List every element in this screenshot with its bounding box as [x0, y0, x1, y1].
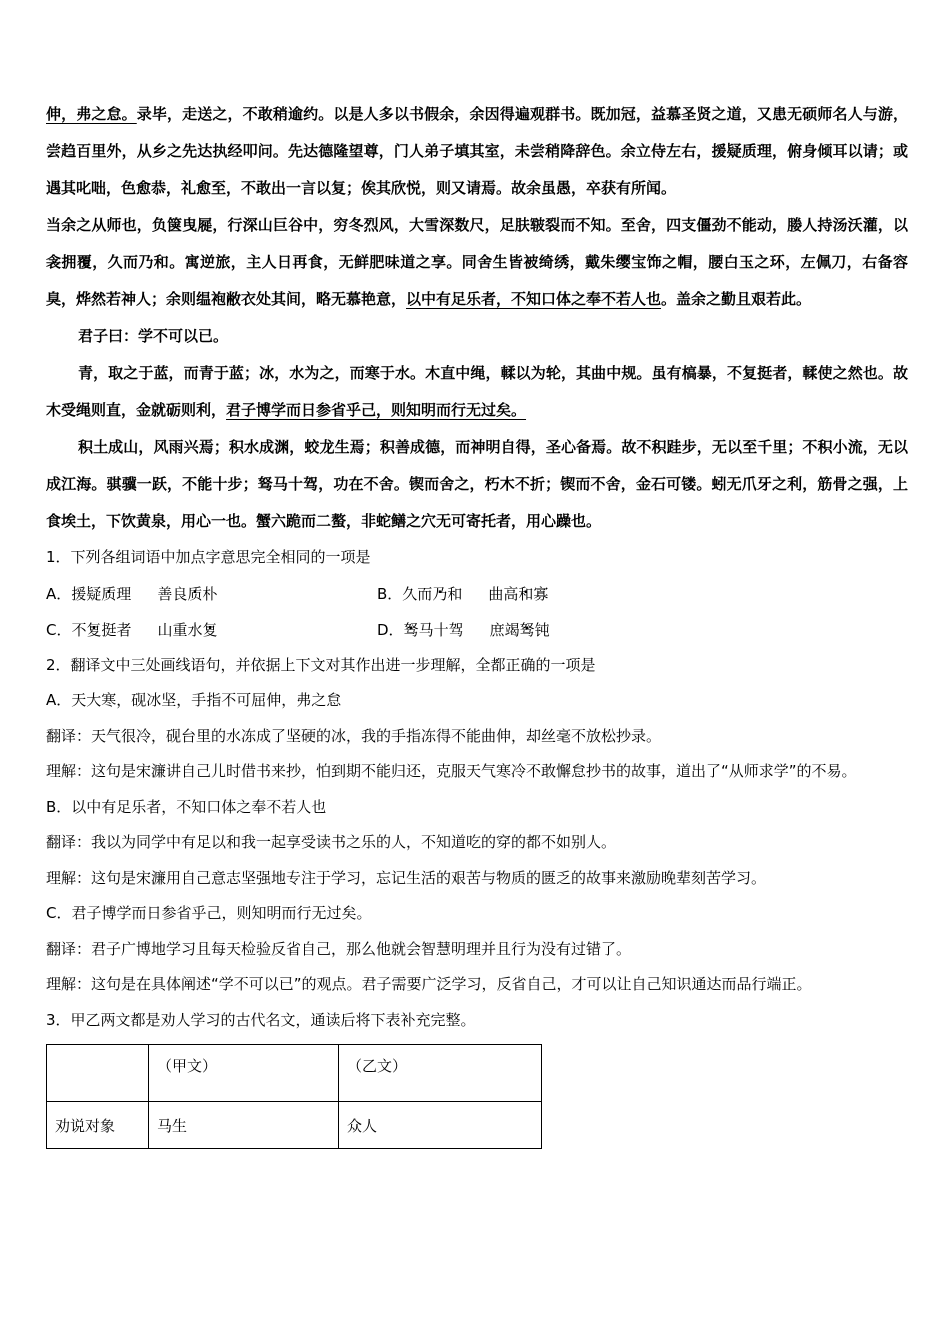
table-cell: 劝说对象 — [47, 1102, 149, 1149]
understanding-text: 理解：这句是宋濂用自己意志坚强地专注于学习，忘记生活的艰苦与物质的匮乏的故事来激励晚辈刻苦学习。 — [46, 868, 767, 887]
dotted-char: . 和 — [518, 585, 533, 603]
option-b[interactable]: B．以中有足乐者，不知口体之奉不若人也 — [46, 797, 327, 816]
option-a[interactable]: A．天大寒，砚冰坚，手指不可屈伸，弗之怠 — [46, 691, 342, 709]
document-page — [46, 96, 908, 1149]
table-cell: （乙文） — [339, 1045, 542, 1102]
underlined-sentence-1: 伸，弗之怠。 — [46, 105, 137, 123]
question-3-stem: 3．甲乙两文都是劝人学习的古代名文，通读后将下表补充完整。 — [46, 1010, 476, 1029]
passage-paragraph-2: 当余之从师也，负箧曳屣，行深山巨谷中，穷冬烈风，大雪深数尺，足肤皲裂而不知。至舍，四支僵劲不能动，媵人持汤沃灌，以衾拥覆，久而乃和。寓逆旅，主人日再食，无鲜肥味道之享。同舍生皆被绮绣，戴朱缨宝饰之帽，腰白玉之环，左佩刀，右备容臭，烨然若神人；余则缊袍敝衣处其间，略无慕艳意，以中有足乐者，不知口体之奉不若人也。盖余之勤且艰若此。 — [46, 216, 908, 308]
table-cell: （甲文） — [149, 1045, 339, 1102]
option-c[interactable]: C．君子博学而日参省乎己，则知明而行无过矣。 — [46, 904, 372, 922]
translation-text: 翻译：我以为同学中有足以和我一起享受读书之乐的人，不知道吃的穿的都不如别人。 — [46, 833, 617, 851]
table-header-row — [47, 1045, 542, 1102]
underlined-sentence-3: 君子博学而日参省乎己，则知明而行无过矣。 — [226, 401, 527, 419]
translation-text: 翻译：天气很冷，砚台里的水冻成了坚硬的冰，我的手指冻得不能曲伸，却丝毫不放松抄录。 — [46, 726, 662, 745]
passage-paragraph-3: 君子曰：学不可以已。 — [78, 327, 229, 345]
dotted-char: . 质 — [101, 585, 116, 603]
understanding-text: 理解：这句是在具体阐述“学不可以已”的观点。君子需要广泛学习，反省自己，才可以让自己知识通达而品行端正。 — [46, 975, 812, 993]
option-a[interactable]: A．援疑. 质理 善良. 质朴 — [46, 576, 377, 612]
question-1-stem: 1．下列各组词语中加点字意思完全相同的一项是 — [46, 548, 371, 566]
option-b[interactable]: B．久而. 乃和 曲高. 和寡 — [377, 576, 708, 612]
dotted-char: . 复 — [203, 621, 218, 639]
dotted-char: . 驽 — [404, 621, 419, 639]
table-cell: 马生 — [149, 1102, 339, 1149]
option-d[interactable]: D．. 驽马十驾 庶竭. 驽钝 — [377, 612, 708, 648]
translation-text: 翻译：君子广博地学习且每天检验反省自己，那么他就会智慧明理并且行为没有过错了。 — [46, 939, 632, 958]
passage-paragraph-5: 积土成山，风雨兴焉；积水成渊，蛟龙生焉；积善成德，而神明自得，圣心备焉。故不积跬步，无以至千里；不积小流，无以成江海。骐骥一跃，不能十步；驽马十驾，功在不舍。锲而舍之，朽木不折；锲而不舍，金石可镂。蚓无爪牙之利，筋骨之强，上食埃土，下饮黄泉，用心一也。蟹六跪而二螯，非蛇鳝之穴无可寄托者，用心躁也。 — [46, 438, 908, 530]
comparison-table — [46, 1044, 542, 1149]
passage-paragraph-4: 青，取之于蓝，而青于蓝；冰，水为之，而寒于水。木直中绳，輮以为轮，其曲中规。虽有槁暴，不复挺者，輮使之然也。故木受绳则直，金就砺则利，君子博学而日参省乎己，则知明而行无过矣。 — [46, 364, 908, 419]
dotted-char: . 乃 — [432, 585, 447, 603]
dotted-char: . 复 — [87, 621, 102, 639]
table-cell — [47, 1045, 149, 1102]
underlined-sentence-2: 以中有足乐者，不知口体之奉不若人也 — [406, 290, 662, 308]
dotted-char: . 质 — [187, 585, 202, 603]
understanding-text: 理解：这句是宋濂讲自己儿时借书来抄，怕到期不能归还，克服天气寒冷不敢懈怠抄书的故事，道出了“从师求学”的不易。 — [46, 762, 857, 780]
table-cell: 众人 — [339, 1102, 542, 1149]
question-1-options-row-1 — [46, 576, 908, 612]
question-2-stem: 2．翻译文中三处画线语句，并依据上下文对其作出进一步理解，全都正确的一项是 — [46, 655, 596, 674]
dotted-char: . 驽 — [520, 621, 535, 639]
passage-paragraph-1: 伸，弗之怠。录毕，走送之，不敢稍逾约。以是人多以书假余，余因得遍观群书。既加冠，益慕圣贤之道，又患无硕师名人与游，尝趋百里外，从乡之先达执经叩问。先达德隆望尊，门人弟子填其室，未尝稍降辞色。余立侍左右，援疑质理，俯身倾耳以请；或遇其叱咄，色愈恭，礼愈至，不敢出一言以复；俟其欣悦，则又请焉。故余虽愚，卒获有所闻。 — [46, 105, 908, 197]
table-row — [47, 1102, 542, 1149]
question-1-options-row-2 — [46, 612, 908, 648]
option-c[interactable]: C．不. 复挺者 山重水. 复 — [46, 612, 377, 648]
